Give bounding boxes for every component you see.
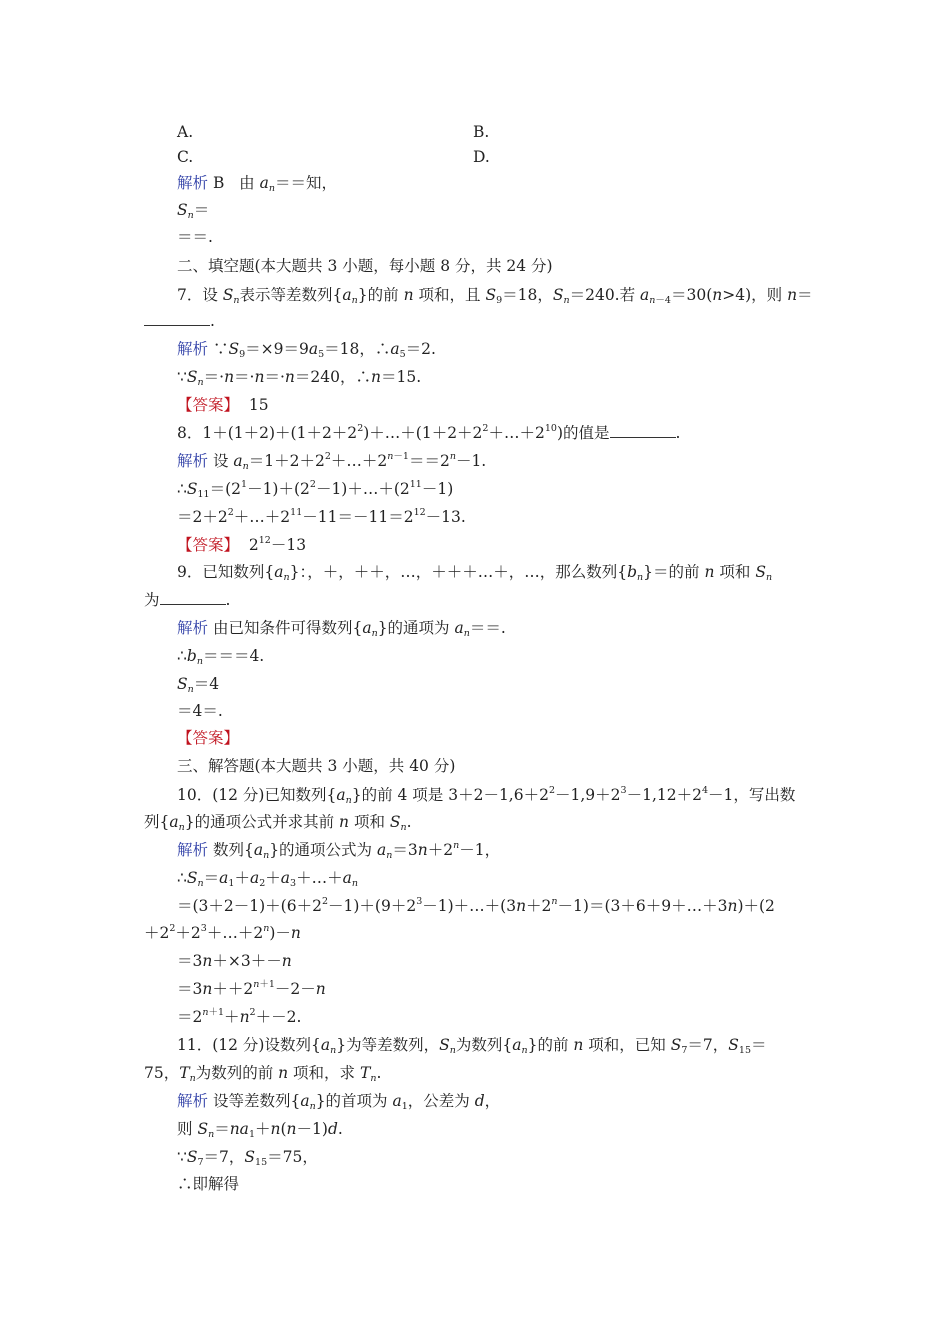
q9-stem-line-2: 为 .: [144, 591, 231, 609]
q11-solution-line-3: $\because S_7=7$，$S_{15}=75$，: [177, 1148, 318, 1168]
q10-solution-line-6: $=3n++2^{n+1}-2-n$: [177, 979, 326, 998]
option-c: C.: [177, 148, 194, 166]
option-d: D.: [473, 148, 490, 166]
q11-stem-line-2: 75，$T_n$为数列的前 n 项和，求 $T_n$.: [144, 1064, 382, 1084]
q9-stem-line-1: 9．已知数列$\{a_n\}$：，＋，＋＋，…，＋＋＋…＋，…，那么数列$\{b_n\}=$的前 n 项和 $S_n$: [177, 563, 773, 583]
q7-solution-line-2: $\because S_n=\cdot n=\cdot n=\cdot n=240$，∴n＝15.: [177, 368, 422, 388]
answer-label: 【答案】: [177, 396, 240, 414]
q10-stem-line-1: 10．(12 分)已知数列$\{a_n\}$的前 4 项是 $3+2-1,6+2^2-1,9+2^3-1,12+2^4-1$，写出数: [177, 785, 796, 806]
q10-solution-line-3: $=(3+2-1)+(6+2^2-1)+(9+2^3-1)+\dots+(3n+2^n-1)=(3+6+9+\dots+3n)+(2$: [177, 896, 775, 915]
q9-solution-line-2: $\therefore b_n===4$.: [177, 647, 265, 667]
q6-solution-line-1: 解析 B 由 $a_n==$知，: [177, 174, 337, 194]
q8-stem: 8．$1+(1+2)+(1+2+2^2)+\dots+(1+2+2^2+\dots+2^{10})$的值是 .: [177, 423, 681, 442]
q9-solution-line-1: 解析 由已知条件可得数列$\{a_n\}$的通项为 $a_n==$.: [177, 619, 506, 639]
q8-answer: 【答案】 $2^{12}-13$: [177, 535, 307, 554]
q10-solution-line-7: $=2^{n+1}+n^2+-2$.: [177, 1007, 302, 1026]
q10-solution-line-5: ＝3n＋×3＋－n: [177, 952, 292, 970]
solution-label: 解析: [177, 1092, 209, 1110]
option-a: A.: [177, 123, 194, 141]
q6-answer-letter: B: [212, 174, 225, 192]
solution-label: 解析: [177, 619, 209, 637]
q10-solution-line-1: 解析 数列$\{a_n\}$的通项公式为 $a_n=3n+2^n-1$，: [177, 840, 501, 861]
solution-label: 解析: [177, 340, 209, 358]
q11-solution-line-1: 解析 设等差数列$\{a_n\}$的首项为 $a_1$，公差为 d，: [177, 1092, 501, 1112]
q7-answer-value: 15: [248, 396, 269, 414]
q10-solution-line-2: $\therefore S_n=a_1+a_2+a_3+\dots+a_n$: [177, 869, 358, 889]
q9-solution-line-3: $S_n=4$: [177, 675, 220, 695]
q8-solution-line-1: 解析 设 $a_n=1+2+2^2+\dots+2^{n-1}==2^n-1$.: [177, 451, 487, 472]
q11-solution-line-4: ∴即解得: [177, 1175, 240, 1193]
solution-label: 解析: [177, 174, 209, 192]
solution-label: 解析: [177, 452, 209, 470]
q9-answer: [177, 728, 239, 748]
q6-solution-line-3: ＝＝.: [177, 228, 213, 246]
option-b: B.: [473, 123, 490, 141]
answer-label: 【答案】: [177, 729, 240, 747]
solution-label: 解析: [177, 841, 209, 859]
q8-solution-line-2: $\therefore S_{11}=(2^1-1)+(2^2-1)+\dots+(2^{11}-1)$: [177, 479, 454, 500]
answer-blank: [610, 423, 676, 438]
answer-label: 【答案】: [177, 536, 240, 554]
q11-stem-line-1: 11．(12 分)设数列$\{a_n\}$为等差数列，$S_n$为数列$\{a_n\}$的前 n 项和，已知 $S_7=7$，$S_{15}=$: [177, 1036, 767, 1056]
q7-solution-line-1: 解析 $\because S_9=\times 9=9a_5=18$，$\therefore a_5=2$.: [177, 340, 436, 360]
q7-answer: [177, 395, 269, 415]
q9-solution-line-4: ＝4＝.: [177, 702, 223, 720]
answer-blank: [160, 590, 226, 605]
answer-blank: [144, 311, 210, 326]
q8-solution-line-3: $=2+2^2+\dots+2^{11}-11=-11=2^{12}-13$.: [177, 507, 466, 526]
q6-solution-line-2: $S_n=$: [177, 201, 210, 221]
q11-solution-line-2: 则 $S_n=na_1+n(n-1)d$.: [177, 1120, 343, 1140]
q10-solution-line-4: $+2^2+2^3+\dots+2^n)-n$: [144, 923, 301, 942]
section-3-title: 三、解答题(本大题共 3 小题，共 40 分): [177, 757, 456, 775]
q7-stem-line-2: .: [144, 311, 215, 331]
q7-stem-line-1: 7．设 $S_n$表示等差数列$\{a_n\}$的前 n 项和，且 $S_9=18$，$S_n=240$.若 $a_{n-4}=30(n>4)$，则 n＝: [177, 286, 813, 306]
q10-stem-line-2: 列$\{a_n\}$的通项公式并求其前 n 项和 $S_n$.: [144, 813, 412, 833]
section-2-title: 二、填空题(本大题共 3 小题，每小题 8 分，共 24 分): [177, 257, 553, 275]
